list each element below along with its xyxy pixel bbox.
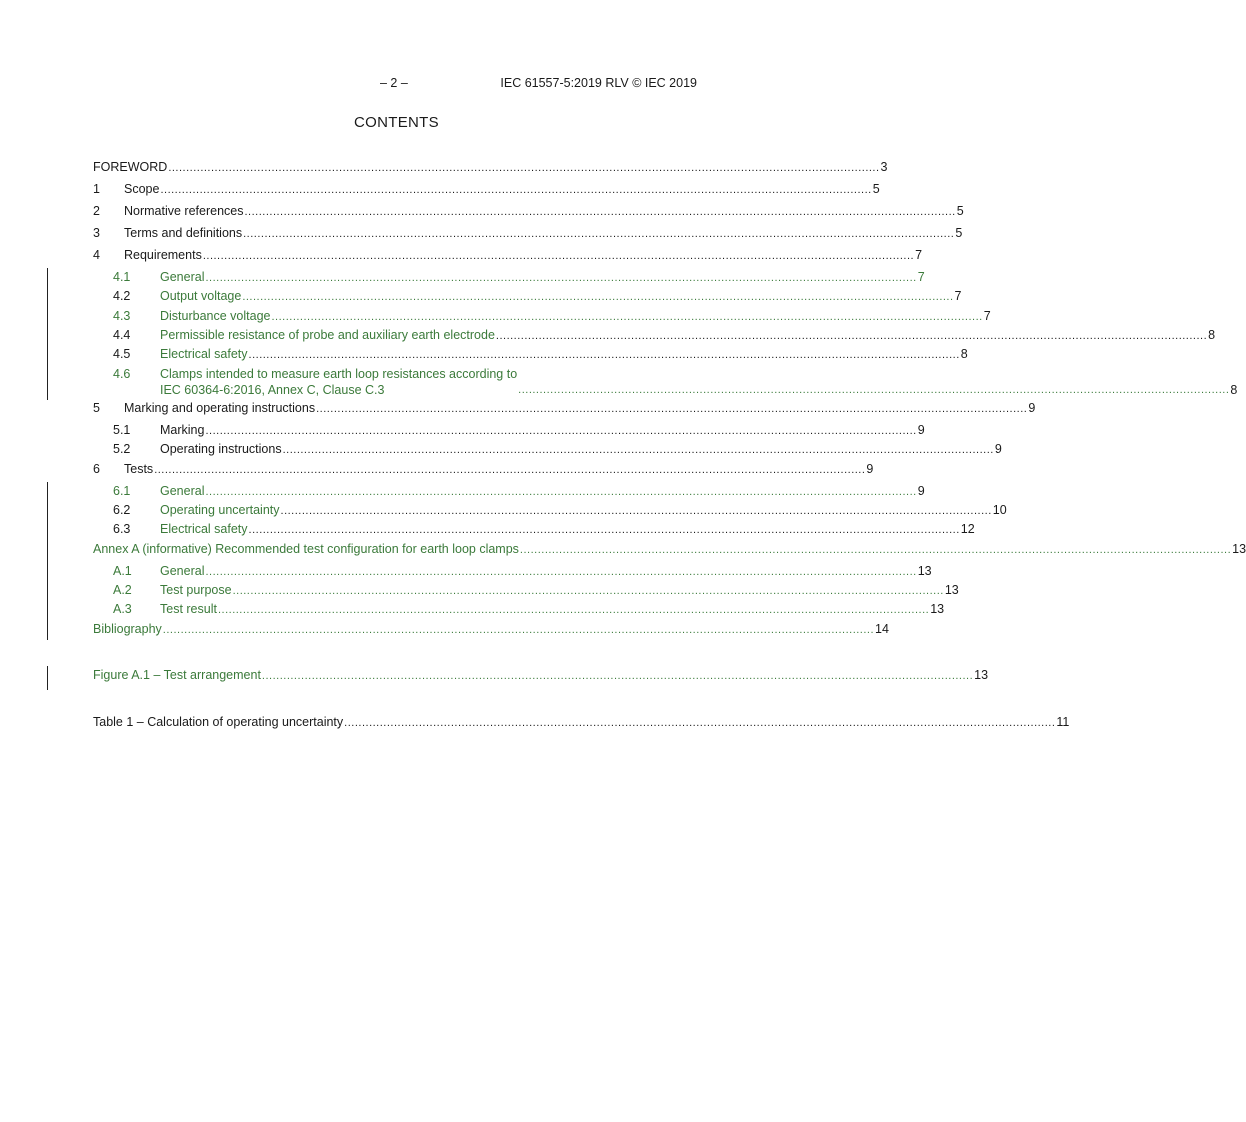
toc-entry-4-1[interactable]: 4.1 General ........................................................................................................................................................................................................ 7 xyxy=(113,270,925,284)
toc-entry-6-2[interactable]: 6.2 Operating uncertainty ........................................................................................................................................................................................................ 10 xyxy=(113,503,1007,517)
toc-entry-4-2[interactable]: 4.2 Output voltage ........................................................................................................................................................................................................ 7 xyxy=(113,289,962,303)
page-title: CONTENTS xyxy=(354,114,439,131)
toc-entry-4-6[interactable]: 4.6 Clamps intended to measure earth loop resistances according to IEC 60364-6:2016, Annex C, Clause C.3 ........................................................................................................................................................................................................ 8 xyxy=(113,367,1238,397)
revision-bar xyxy=(47,482,48,640)
revision-bar xyxy=(47,666,48,690)
toc-entry-4-3[interactable]: 4.3 Disturbance voltage ........................................................................................................................................................................................................ 7 xyxy=(113,309,991,323)
toc-entry-terms-definitions[interactable]: 3 Terms and definitions ........................................................................................................................................................................................................ 5 xyxy=(93,226,963,240)
revision-bar xyxy=(47,268,48,400)
page-number: – 2 – xyxy=(380,76,408,90)
table-entry[interactable]: Table 1 – Calculation of operating uncertainty ........................................................................................................................................................................................................ 11 xyxy=(93,715,1070,729)
toc-entry-4-4[interactable]: 4.4 Permissible resistance of probe and auxiliary earth electrode ........................................................................................................................................................................................................ 8 xyxy=(113,328,1216,342)
toc-entry-6-3[interactable]: 6.3 Electrical safety ........................................................................................................................................................................................................ 12 xyxy=(113,522,975,536)
figure-entry[interactable]: Figure A.1 – Test arrangement ........................................................................................................................................................................................................ 13 xyxy=(93,668,989,682)
toc-entry-5-1[interactable]: 5.1 Marking ........................................................................................................................................................................................................ 9 xyxy=(113,423,925,437)
document-reference: IEC 61557-5:2019 RLV © IEC 2019 xyxy=(500,76,697,90)
toc-entry-a-1[interactable]: A.1 General ........................................................................................................................................................................................................ 13 xyxy=(113,564,932,578)
toc-entry-a-3[interactable]: A.3 Test result ........................................................................................................................................................................................................ 13 xyxy=(113,602,945,616)
toc-entry-marking-instructions[interactable]: 5 Marking and operating instructions ........................................................................................................................................................................................................ 9 xyxy=(93,401,1036,415)
toc-entry-4-5[interactable]: 4.5 Electrical safety ........................................................................................................................................................................................................ 8 xyxy=(113,347,968,361)
toc-entry-normative-references[interactable]: 2 Normative references ........................................................................................................................................................................................................ 5 xyxy=(93,204,964,218)
toc-entry-a-2[interactable]: A.2 Test purpose ........................................................................................................................................................................................................ 13 xyxy=(113,583,959,597)
toc-entry-annex-a[interactable]: Annex A (informative) Recommended test configuration for earth loop clamps ........................................................................................................................................................................................................ 13 xyxy=(93,542,1246,556)
toc-entry-scope[interactable]: 1 Scope ........................................................................................................................................................................................................ 5 xyxy=(93,182,880,196)
toc-entry-foreword[interactable]: FOREWORD ........................................................................................................................................................................................................ 3 xyxy=(93,160,888,174)
toc-entry-5-2[interactable]: 5.2 Operating instructions ........................................................................................................................................................................................................ 9 xyxy=(113,442,1002,456)
toc-entry-requirements[interactable]: 4 Requirements ........................................................................................................................................................................................................ 7 xyxy=(93,248,923,262)
toc-entry-bibliography[interactable]: Bibliography ........................................................................................................................................................................................................ 14 xyxy=(93,622,889,636)
toc-entry-6-1[interactable]: 6.1 General ........................................................................................................................................................................................................ 9 xyxy=(113,484,925,498)
toc-entry-tests[interactable]: 6 Tests ........................................................................................................................................................................................................ 9 xyxy=(93,462,874,476)
